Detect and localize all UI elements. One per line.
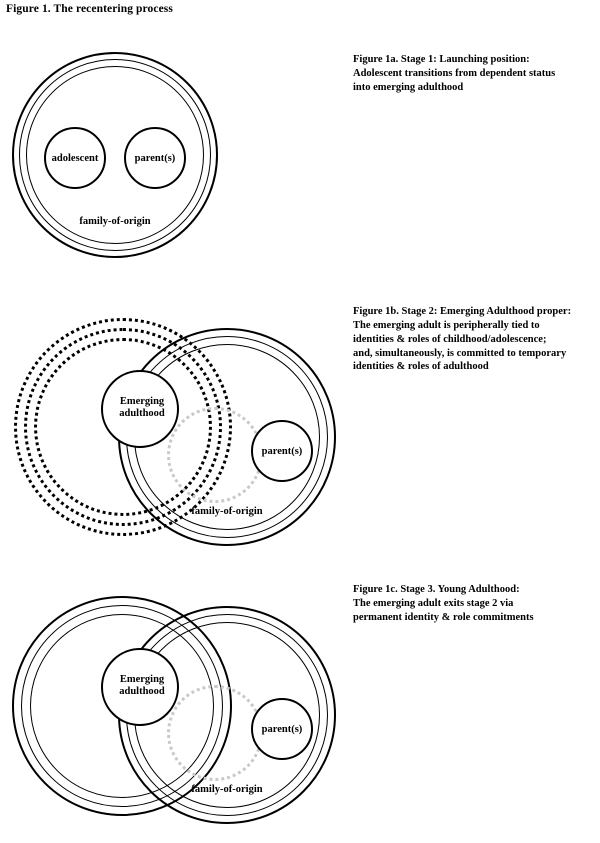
caption-stage-1 (353, 53, 593, 95)
parents-circle-3 (251, 698, 313, 760)
caption-line: Figure 1b. Stage 2: Emerging Adulthood proper: (353, 306, 572, 317)
caption-line: The emerging adult is peripherally tied to (353, 319, 540, 331)
parents-label-3: parent(s) (261, 723, 303, 735)
caption-line: Figure 1c. Stage 3. Young Adulthood: (353, 584, 520, 595)
family-of-origin-label-3: family-of-origin (191, 784, 263, 795)
caption-line: into emerging adulthood (353, 81, 464, 93)
caption-stage-2 (353, 305, 598, 374)
parents-circle-1 (124, 127, 186, 189)
family-of-origin-label-2: family-of-origin (191, 506, 263, 517)
emerging-adulthood-circle-3 (101, 648, 179, 726)
parents-circle-2 (251, 420, 313, 482)
emerging-adulthood-circle-2 (101, 370, 179, 448)
emerging-label-line-1: Emerging (119, 396, 165, 407)
emerging-adulthood-label-3 (103, 674, 181, 698)
panel-stage-1 (0, 46, 340, 262)
overlap-ring-2 (167, 407, 263, 503)
emerging-label-line-2: adulthood (119, 408, 165, 420)
family-of-origin-label-1: family-of-origin (79, 216, 151, 227)
parents-label-2: parent(s) (261, 445, 303, 457)
overlap-ring-3 (167, 685, 263, 781)
adolescent-label: adolescent (51, 152, 99, 164)
caption-line: identities & roles of childhood/adolescence; (353, 333, 547, 345)
caption-line: permanent identity & role commitments (353, 611, 534, 623)
panel-stage-2 (0, 300, 340, 550)
caption-line: identities & roles of adulthood (353, 361, 489, 373)
emerging-label-line-2: adulthood (119, 686, 165, 698)
caption-stage-3 (353, 583, 598, 625)
caption-line: Figure 1a. Stage 1: Launching position: (353, 54, 530, 65)
emerging-label-line-1: Emerging (119, 674, 165, 685)
emerging-adulthood-label-2 (103, 396, 181, 420)
page-title: Figure 1. The recentering process (6, 3, 173, 15)
caption-line: Adolescent transitions from dependent status (353, 67, 556, 79)
panel-stage-3 (0, 578, 340, 836)
parents-label-1: parent(s) (134, 152, 176, 164)
caption-line: The emerging adult exits stage 2 via (353, 597, 514, 609)
caption-line: and, simultaneously, is committed to temporary (353, 347, 567, 359)
adolescent-circle (44, 127, 106, 189)
